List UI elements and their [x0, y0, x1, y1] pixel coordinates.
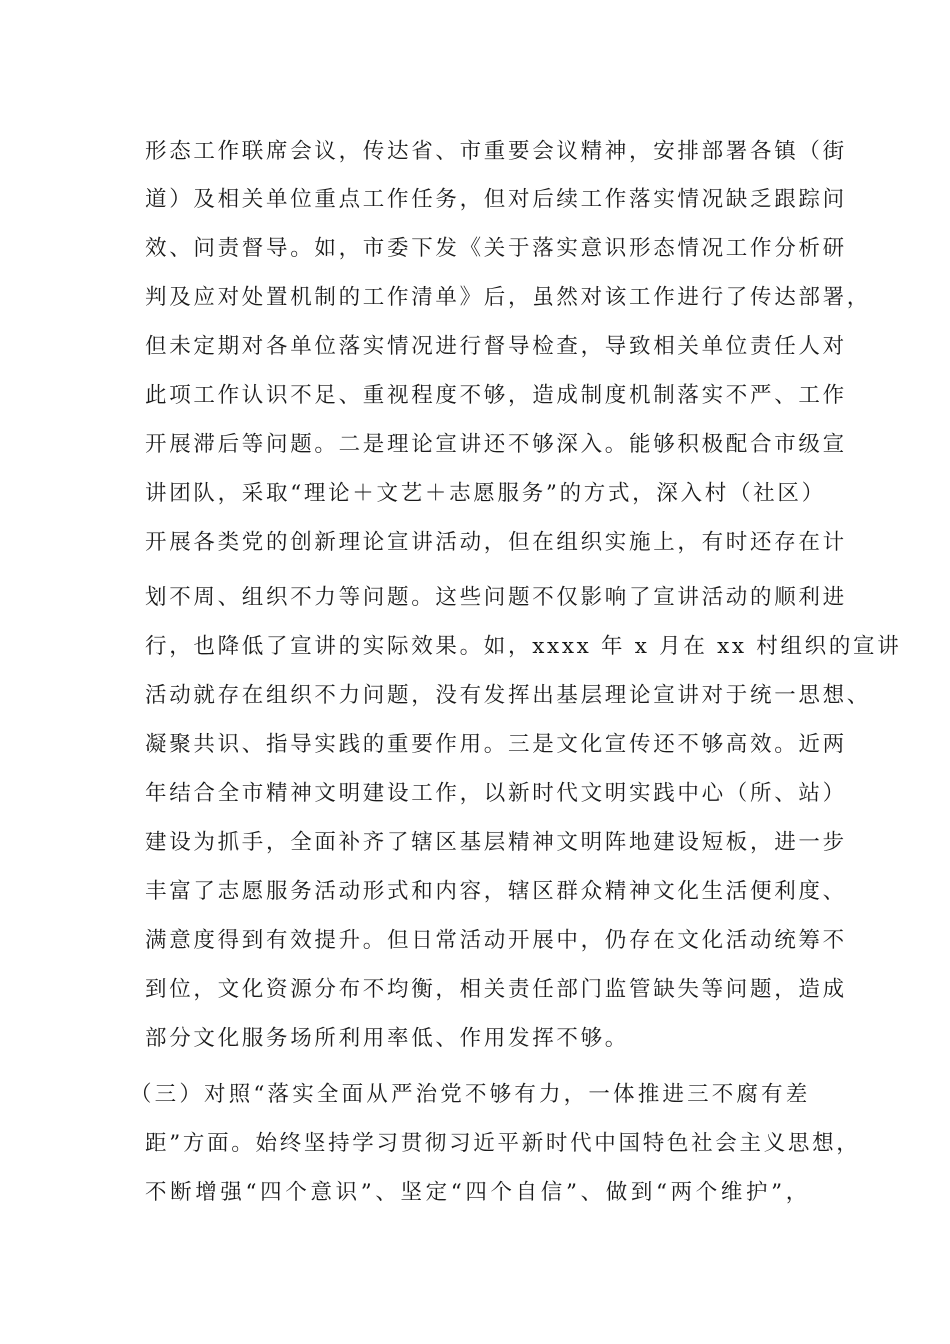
paragraph-line: 丰富了志愿服务活动形式和内容，辖区群众精神文化生活便利度、 — [145, 879, 847, 904]
paragraph-line: 讲团队，采取“理论＋文艺＋志愿服务”的方式，深入村（社区） — [145, 481, 826, 506]
paragraph-line: 开展滞后等问题。二是理论宣讲还不够深入。能够积极配合市级宣 — [145, 432, 847, 457]
paragraph-line: 划不周、组织不力等问题。这些问题不仅影响了宣讲活动的顺利进 — [145, 585, 847, 610]
paragraph-line: 但未定期对各单位落实情况进行督导检查，导致相关单位责任人对 — [145, 334, 847, 359]
paragraph-line: 凝聚共识、指导实践的重要作用。三是文化宣传还不够高效。近两 — [145, 732, 847, 757]
paragraph-line: 行，也降低了宣讲的实际效果。如，xxxx 年 x 月在 xx 村组织的宣讲 — [145, 634, 902, 659]
paragraph-line: 道）及相关单位重点工作任务，但对后续工作落实情况缺乏跟踪问 — [145, 187, 847, 212]
paragraph-line: 建设为抓手，全面补齐了辖区基层精神文明阵地建设短板，进一步 — [145, 830, 847, 855]
paragraph-line: 不断增强“四个意识”、坚定“四个自信”、做到“两个维护”， — [145, 1180, 810, 1205]
paragraph-line: 活动就存在组织不力问题，没有发挥出基层理论宣讲对于统一思想、 — [145, 683, 872, 708]
paragraph-line: 形态工作联席会议，传达省、市重要会议精神，安排部署各镇（街 — [145, 139, 847, 164]
paragraph-line: 效、问责督导。如，市委下发《关于落实意识形态情况工作分析研 — [145, 236, 847, 261]
section-heading-line: （三）对照“落实全面从严治党不够有力，一体推进三不腐有差 — [130, 1082, 810, 1107]
paragraph-line: 到位，文化资源分布不均衡，相关责任部门监管缺失等问题，造成 — [145, 977, 847, 1002]
paragraph-line: 距”方面。始终坚持学习贯彻习近平新时代中国特色社会主义思想， — [145, 1131, 861, 1156]
paragraph-line: 年结合全市精神文明建设工作，以新时代文明实践中心（所、站） — [145, 781, 847, 806]
paragraph-line: 判及应对处置机制的工作清单》后，虽然对该工作进行了传达部署， — [145, 285, 872, 310]
paragraph-line: 部分文化服务场所利用率低、作用发挥不够。 — [145, 1026, 630, 1051]
paragraph-line: 此项工作认识不足、重视程度不够，造成制度机制落实不严、工作 — [145, 383, 847, 408]
paragraph-line: 开展各类党的创新理论宣讲活动，但在组织实施上，有时还存在计 — [145, 530, 847, 555]
paragraph-line: 满意度得到有效提升。但日常活动开展中，仍存在文化活动统筹不 — [145, 928, 847, 953]
